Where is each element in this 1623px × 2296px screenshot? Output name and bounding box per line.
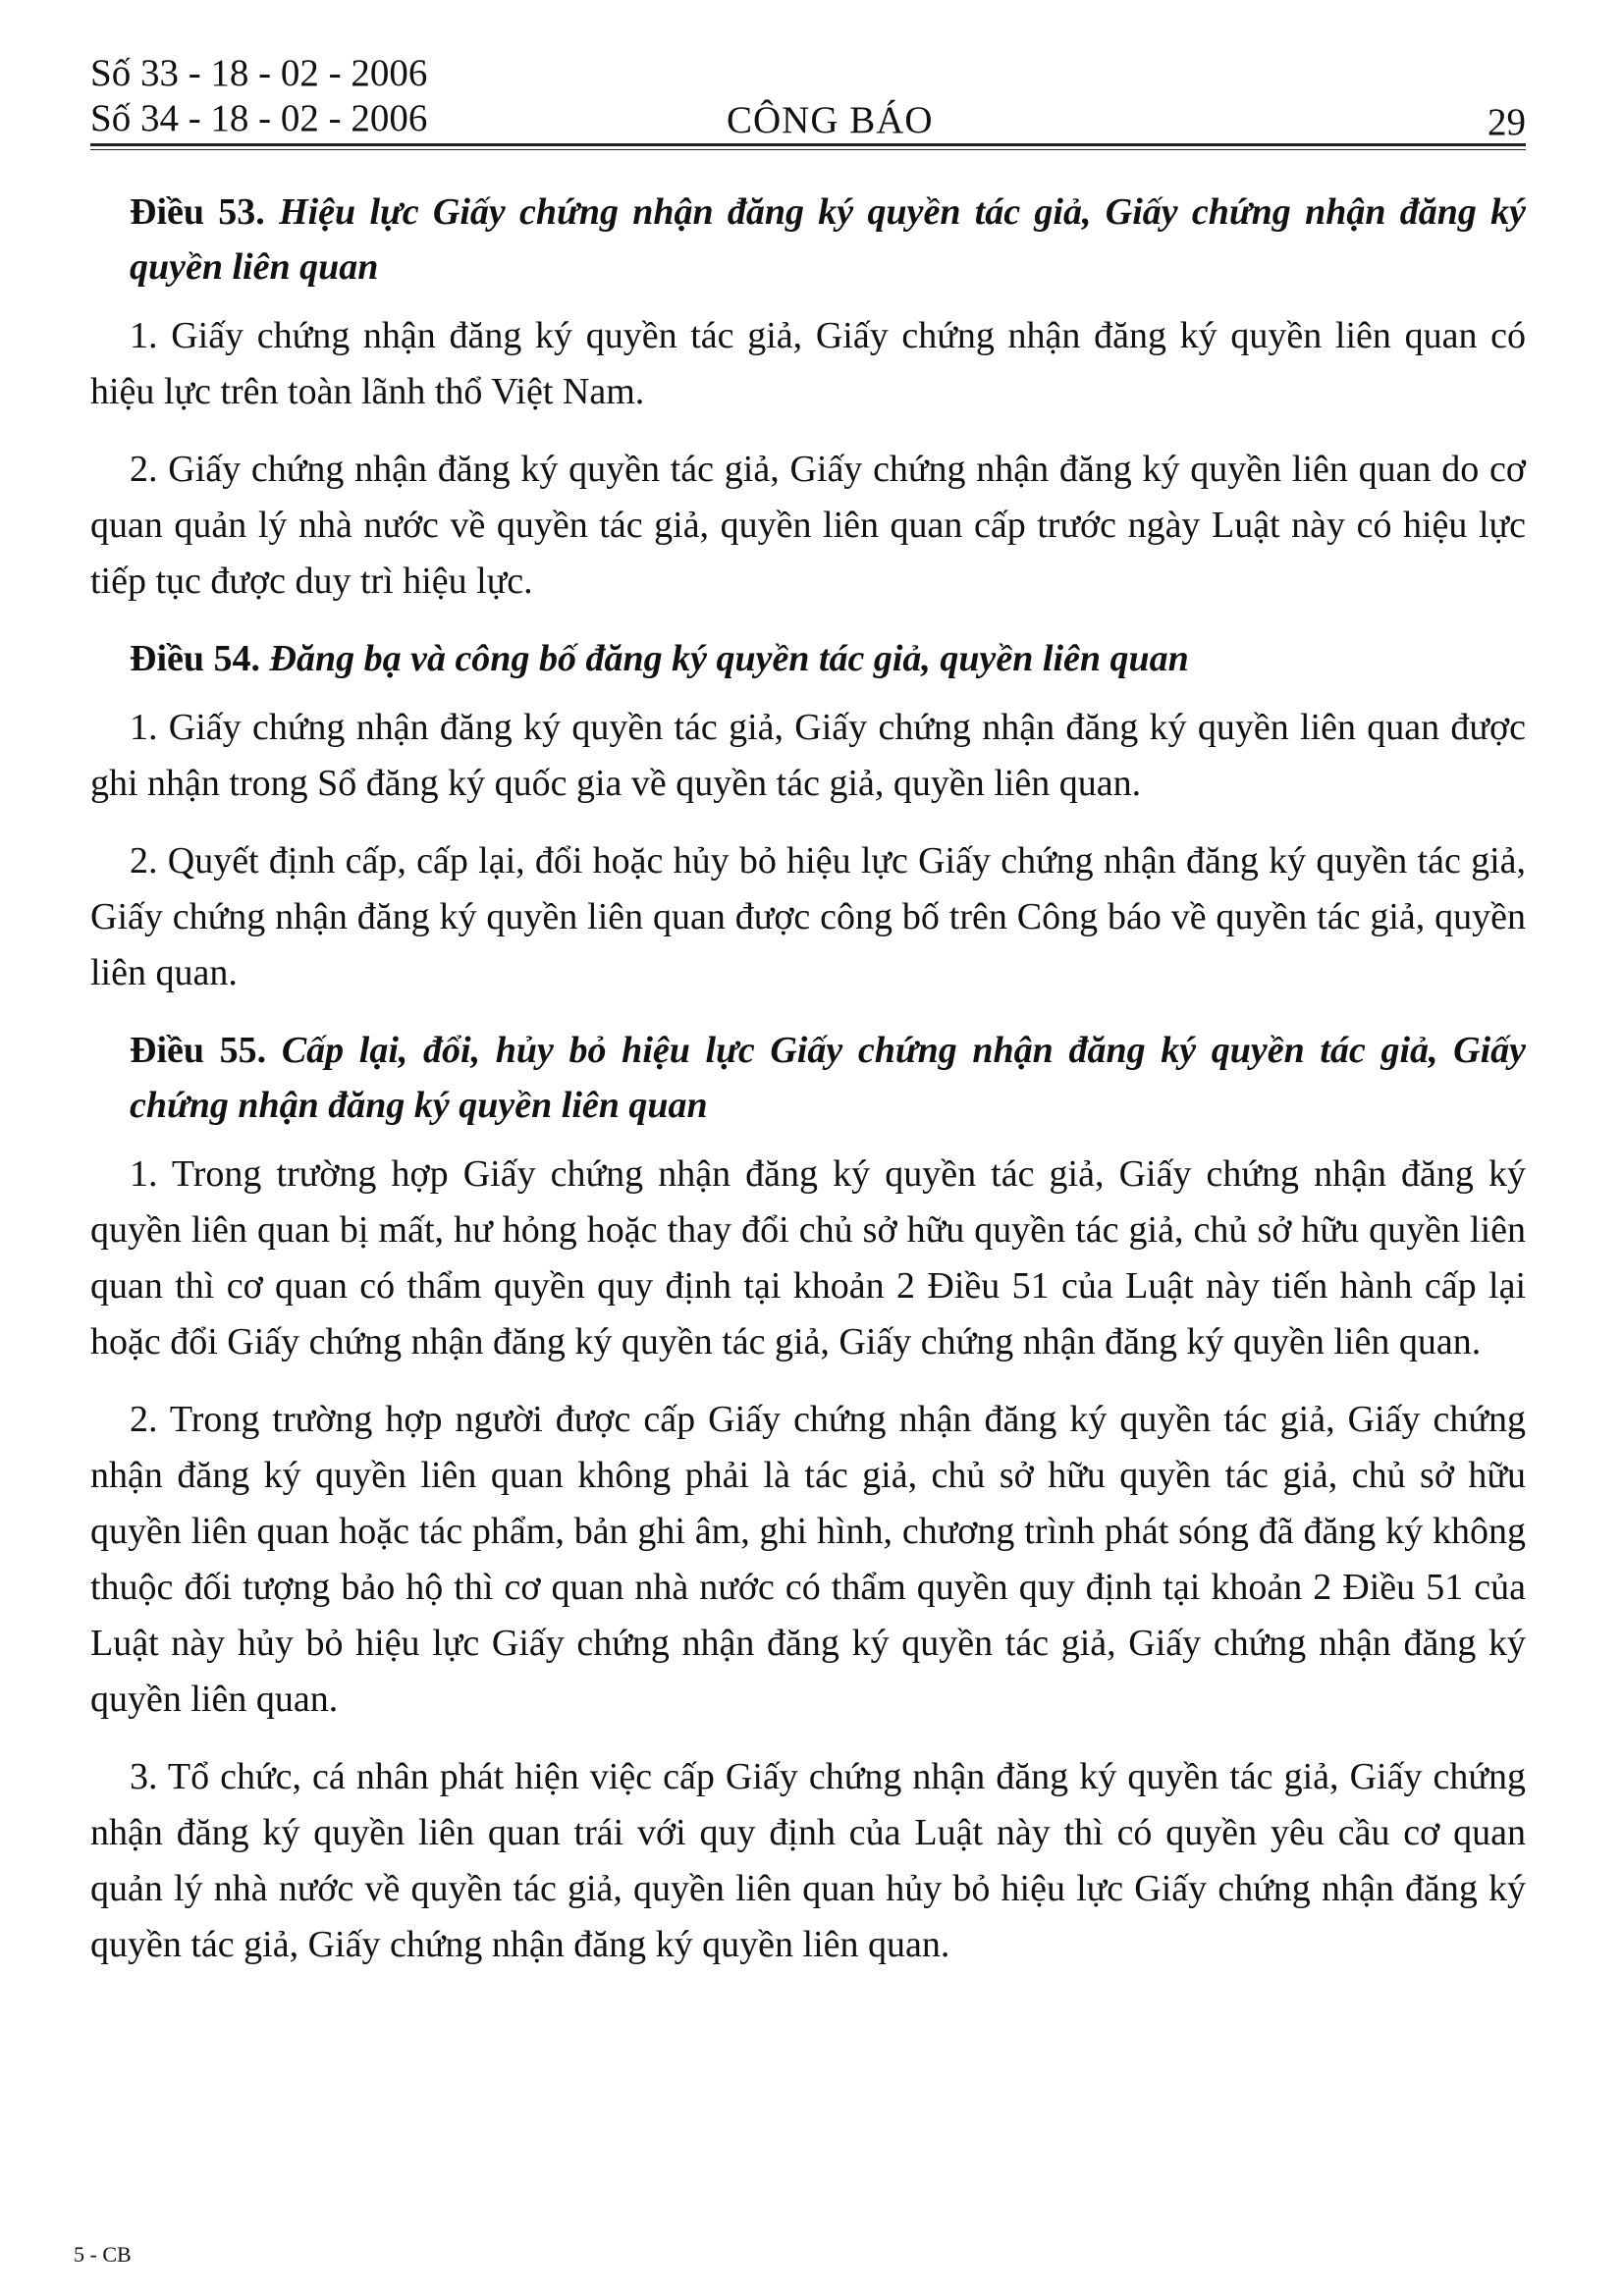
article-title: Cấp lại, đổi, hủy bỏ hiệu lực Giấy chứng nhận đăng ký quyền tác giả, Giấy chứng nhận đăng ký quyền liên quan: [130, 1030, 1527, 1126]
article-heading: [130, 185, 1526, 294]
sheet-mark: 5 - CB: [74, 2242, 132, 2267]
document-body: [90, 185, 1526, 1995]
page-number: 29: [1488, 101, 1526, 143]
gazette-title: CÔNG BÁO: [727, 99, 934, 141]
article-number: Điều 53.: [130, 191, 265, 233]
header-rule-thin: [90, 149, 1526, 150]
article-title: Hiệu lực Giấy chứng nhận đăng ký quyền tác giả, Giấy chứng nhận đăng ký quyền liên quan: [130, 191, 1527, 288]
article-53: [90, 185, 1526, 610]
clause: 2. Quyết định cấp, cấp lại, đổi hoặc hủy bỏ hiệu lực Giấy chứng nhận đăng ký quyền tác giả, Giấy chứng nhận đăng ký quyền liên quan được công bố trên Công báo về quyền tác giả, quyền liên quan.: [90, 840, 1526, 993]
clause: 2. Trong trường hợp người được cấp Giấy chứng nhận đăng ký quyền tác giả, Giấy chứng nhận đăng ký quyền liên quan không phải là tác giả, chủ sở hữu quyền tác giả, chủ sở hữu quyền liên quan hoặc tác phẩm, bản ghi âm, ghi hình, chương trình phát sóng đã đăng ký không thuộc đối tượng bảo hộ thì cơ quan nhà nước có thẩm quyền quy định tại khoản 2 Điều 51 của Luật này hủy bỏ hiệu lực Giấy chứng nhận đăng ký quyền tác giả, Giấy chứng nhận đăng ký quyền liên quan.: [90, 1399, 1526, 1720]
clause: 1. Giấy chứng nhận đăng ký quyền tác giả, Giấy chứng nhận đăng ký quyền liên quan có hiệu lực trên toàn lãnh thổ Việt Nam.: [90, 315, 1526, 412]
page-header: [90, 51, 1526, 149]
article-title: Đăng bạ và công bố đăng ký quyền tác giả, quyền liên quan: [269, 638, 1189, 679]
clause: 2. Giấy chứng nhận đăng ký quyền tác giả, Giấy chứng nhận đăng ký quyền liên quan do cơ quan quản lý nhà nước về quyền tác giả, quyền liên quan cấp trước ngày Luật này có hiệu lực tiếp tục được duy trì hiệu lực.: [90, 449, 1526, 602]
issue-line-2: Số 34 - 18 - 02 - 2006: [90, 97, 428, 139]
article-number: Điều 55.: [130, 1030, 267, 1071]
article-heading: [130, 631, 1526, 686]
article-number: Điều 54.: [130, 638, 260, 679]
clause: 1. Giấy chứng nhận đăng ký quyền tác giả, Giấy chứng nhận đăng ký quyền liên quan được ghi nhận trong Sổ đăng ký quốc gia về quyền tác giả, quyền liên quan.: [90, 707, 1526, 804]
article-55: [90, 1023, 1526, 1973]
header-rule-thick: [90, 143, 1526, 146]
article-heading: [130, 1023, 1526, 1133]
clause: 3. Tổ chức, cá nhân phát hiện việc cấp Giấy chứng nhận đăng ký quyền tác giả, Giấy chứng nhận đăng ký quyền liên quan trái với quy định của Luật này thì có quyền yêu cầu cơ quan quản lý nhà nước về quyền tác giả, quyền liên quan hủy bỏ hiệu lực Giấy chứng nhận đăng ký quyền tác giả, Giấy chứng nhận đăng ký quyền liên quan.: [90, 1756, 1526, 1965]
clause: 1. Trong trường hợp Giấy chứng nhận đăng ký quyền tác giả, Giấy chứng nhận đăng ký quyền liên quan bị mất, hư hỏng hoặc thay đổi chủ sở hữu quyền tác giả, chủ sở hữu quyền liên quan thì cơ quan có thẩm quyền quy định tại khoản 2 Điều 51 của Luật này tiến hành cấp lại hoặc đổi Giấy chứng nhận đăng ký quyền tác giả, Giấy chứng nhận đăng ký quyền liên quan.: [90, 1153, 1526, 1362]
issue-line-1: Số 33 - 18 - 02 - 2006: [90, 52, 428, 94]
article-54: [90, 631, 1526, 1001]
